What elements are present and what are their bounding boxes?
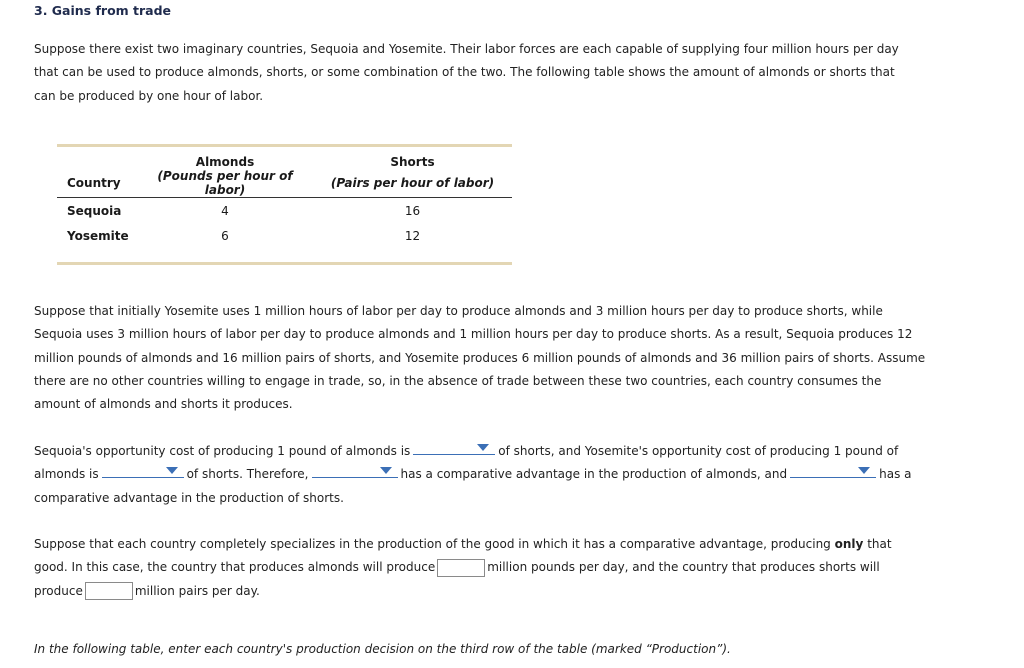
shorts-advantage-country-dropdown[interactable]: [790, 463, 876, 478]
spec-emphasis: only: [834, 537, 864, 551]
spec-text-2: that good. In this case, the country that produces almonds will produce: [34, 537, 892, 575]
chevron-down-icon: [166, 467, 178, 474]
spec-text-4: million pairs per day.: [134, 583, 260, 598]
row-almonds: 4: [221, 203, 229, 218]
header-almonds: Almonds: [195, 155, 255, 169]
shorts-production-input[interactable]: [85, 582, 133, 600]
row-country: Yosemite: [67, 228, 129, 243]
header-country: Country: [57, 169, 137, 198]
chevron-down-icon: [477, 444, 489, 451]
row-almonds: 6: [221, 228, 229, 243]
setup-paragraph: Suppose that initially Yosemite uses 1 million hours of labor per day to produce almonds and 3 million hours per day to produce shorts, while Sequoia uses 3 million hours of labor per day to produce almonds and 1 million hours per day to produce shorts. As a result, Sequoia produces 12 million pounds of almonds and 16 million pairs of shorts, and Yosemite produces 6 million pounds of almonds and 36 million pairs of shorts. Assume there are no other countries willing to engage in trade, so, in the absence of trade between these two countries, each country consumes the amount of almonds and shorts it produces.: [34, 304, 926, 412]
chevron-down-icon: [858, 467, 870, 474]
header-shorts-unit: (Pairs per hour of labor): [313, 169, 512, 198]
spec-text-1: Suppose that each country completely specializes in the production of the good in which it has a comparative advantage, producing: [34, 537, 831, 551]
intro-paragraph: Suppose there exist two imaginary countries, Sequoia and Yosemite. Their labor forces are each capable of supplying four million hours per day that can be used to produce almonds, shorts, or some combination of the two. The following table shows the amount of almonds or shorts that can be produced by one hour of labor.: [34, 42, 899, 103]
row-shorts: 16: [404, 203, 421, 218]
opp-text-4: has a comparative advantage in the production of almonds, and: [400, 467, 788, 482]
header-shorts: Shorts: [390, 155, 435, 169]
table-bottom-rule: [57, 262, 512, 265]
sequoia-almond-cost-dropdown[interactable]: [413, 440, 495, 455]
row-country: Sequoia: [67, 203, 122, 218]
productivity-table: [57, 144, 512, 265]
spec-text-3: million pounds per day, and the country that produces shorts will produce: [34, 560, 880, 598]
table-row: [57, 198, 512, 224]
opp-text-2: of shorts, and Yosemite's opportunity cost of producing 1 pound of almonds is: [34, 444, 899, 482]
header-almonds-unit: (Pounds per hour of labor): [137, 169, 313, 198]
header-blank: [57, 147, 137, 169]
table-instruction: In the following table, enter each country's production decision on the third row of the table (marked “Production”).: [34, 642, 731, 656]
yosemite-almond-cost-dropdown[interactable]: [102, 463, 184, 478]
opp-text-3: of shorts. Therefore,: [186, 467, 309, 482]
table-row: [57, 223, 512, 248]
row-shorts: 12: [404, 228, 421, 243]
opportunity-cost-paragraph: [34, 440, 914, 510]
almond-production-input[interactable]: [437, 559, 485, 577]
almond-advantage-country-dropdown[interactable]: [312, 463, 398, 478]
specialization-paragraph: [34, 533, 926, 603]
opp-text-5: has a comparative advantage in the production of shorts.: [34, 467, 912, 505]
chevron-down-icon: [380, 467, 392, 474]
opp-text-1: Sequoia's opportunity cost of producing 1 pound of almonds is: [34, 444, 411, 458]
question-title: 3. Gains from trade: [34, 3, 172, 18]
